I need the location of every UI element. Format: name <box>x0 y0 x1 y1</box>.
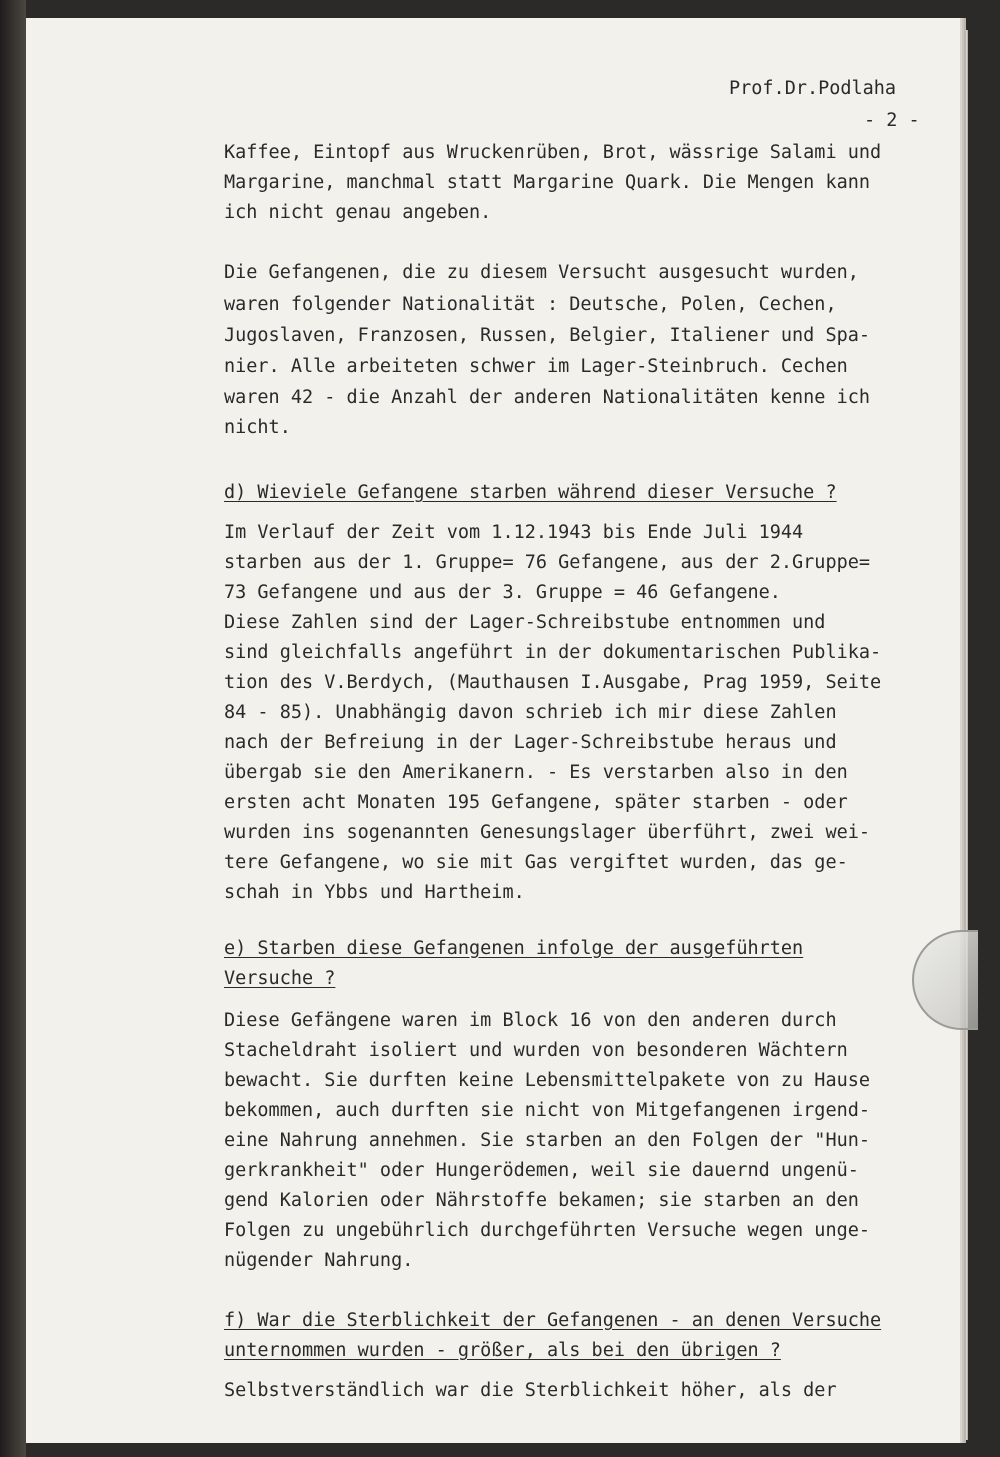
text-line: 84 - 85). Unabhängig davon schrieb ich mir diese Zahlen <box>224 702 837 723</box>
text-line: waren folgender Nationalität : Deutsche, Polen, Cechen, <box>224 294 837 315</box>
question-heading-f: f) War die Sterblichkeit der Gefangenen - an denen Versuche <box>224 1310 882 1331</box>
text-line: nach der Befreiung in der Lager-Schreibstube heraus und <box>224 732 837 753</box>
question-heading-e: Versuche ? <box>224 968 336 989</box>
question-heading-d: d) Wieviele Gefangene starben während dieser Versuche ? <box>224 482 837 503</box>
text-line: nügender Nahrung. <box>224 1250 414 1271</box>
document-page <box>26 18 960 1443</box>
text-line: gerkrankheit" oder Hungerödemen, weil sie dauernd ungenü- <box>224 1160 859 1181</box>
page-stack-edge <box>960 30 968 1440</box>
text-line: Margarine, manchmal statt Margarine Quark. Die Mengen kann <box>224 172 871 193</box>
text-line: übergab sie den Amerikanern. - Es verstarben also in den <box>224 762 848 783</box>
text-line: eine Nahrung annehmen. Sie starben an den Folgen der "Hun- <box>224 1130 871 1151</box>
text-line: 73 Gefangene und aus der 3. Gruppe = 46 Gefangene. <box>224 582 781 603</box>
text-line: ersten acht Monaten 195 Gefangene, später starben - oder <box>224 792 848 813</box>
binder-edge <box>0 0 26 1457</box>
text-line: nicht. <box>224 417 291 438</box>
text-line: ich nicht genau angeben. <box>224 202 492 223</box>
question-heading-f: unternommen wurden - größer, als bei den übrigen ? <box>224 1340 781 1361</box>
text-line: bekommen, auch durften sie nicht von Mitgefangenen irgend- <box>224 1100 871 1121</box>
text-line: wurden ins sogenannten Genesungslager überführt, zwei wei- <box>224 822 871 843</box>
page-text <box>26 18 920 1401</box>
text-line: tere Gefangene, wo sie mit Gas vergiftet wurden, das ge- <box>224 852 848 873</box>
text-line: Stacheldraht isoliert und wurden von besonderen Wächtern <box>224 1040 848 1061</box>
text-line: tion des V.Berdych, (Mauthausen I.Ausgabe, Prag 1959, Seite <box>224 672 882 693</box>
text-line: gend Kalorien oder Nährstoffe bekamen; sie starben an den <box>224 1190 859 1211</box>
text-line: Die Gefangenen, die zu diesem Versucht ausgesucht wurden, <box>224 262 859 283</box>
text-line: Diese Gefängene waren im Block 16 von den anderen durch <box>224 1010 837 1031</box>
text-line: Selbstverständlich war die Sterblichkeit höher, als der <box>224 1380 837 1401</box>
text-line: Folgen zu ungebührlich durchgeführten Versuche wegen unge- <box>224 1220 871 1241</box>
text-line: starben aus der 1. Gruppe= 76 Gefangene, aus der 2.Gruppe= <box>224 552 871 573</box>
text-line: nier. Alle arbeiteten schwer im Lager-Steinbruch. Cechen <box>224 356 848 377</box>
text-line: Kaffee, Eintopf aus Wruckenrüben, Brot, wässrige Salami und <box>224 142 882 163</box>
text-line: sind gleichfalls angeführt in der dokumentarischen Publika- <box>224 642 882 663</box>
question-heading-e: e) Starben diese Gefangenen infolge der ausgeführten <box>224 938 804 959</box>
text-line: schah in Ybbs und Hartheim. <box>224 882 525 903</box>
text-line: Im Verlauf der Zeit vom 1.12.1943 bis Ende Juli 1944 <box>224 522 804 543</box>
text-line: Diese Zahlen sind der Lager-Schreibstube entnommen und <box>224 612 826 633</box>
text-line: Jugoslaven, Franzosen, Russen, Belgier, Italiener und Spa- <box>224 325 871 346</box>
text-line: waren 42 - die Anzahl der anderen Nationalitäten kenne ich <box>224 387 871 408</box>
page-number: - 2 - <box>864 110 920 131</box>
header-author: Prof.Dr.Podlaha <box>729 78 897 99</box>
text-line: bewacht. Sie durften keine Lebensmittelpakete von zu Hause <box>224 1070 871 1091</box>
